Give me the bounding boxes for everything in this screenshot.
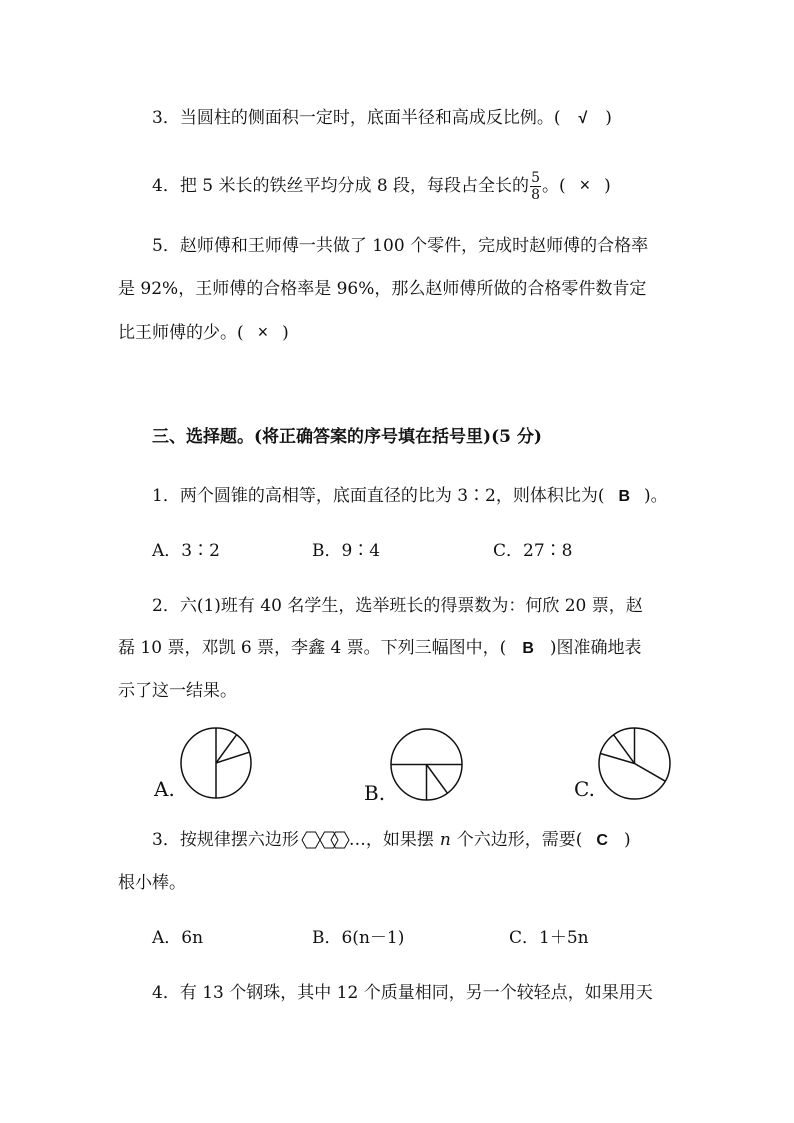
choice-q3-text: 3．按规律摆六边形 bbox=[152, 830, 299, 850]
choice-q1-option-a: A．3∶2 bbox=[152, 541, 220, 561]
choice-q3-close: ) bbox=[623, 830, 631, 850]
choice-q2-line2-after: )图准确地表 bbox=[549, 638, 642, 658]
figure-a-label: A. bbox=[154, 777, 175, 801]
choice-q1 bbox=[152, 484, 668, 509]
judge-q5-close: ) bbox=[282, 323, 289, 343]
choice-q3-var: n bbox=[439, 830, 451, 850]
choice-q1-answer: B bbox=[618, 488, 631, 505]
choice-q3-dots: … bbox=[348, 830, 366, 850]
judge-q4-text-after: 。( bbox=[541, 176, 566, 196]
figure-c-label: C. bbox=[574, 777, 595, 801]
choice-q2-line3: 示了这一结果。 bbox=[118, 681, 237, 701]
choice-q2-answer: B bbox=[522, 640, 534, 657]
choice-q2-line2-text: 磊 10 票，邓凯 6 票，李鑫 4 票。下列三幅图中，( bbox=[118, 638, 507, 658]
choice-q1-option-b: B．9∶4 bbox=[312, 541, 381, 561]
judge-q3-text: 3．当圆柱的侧面积一定时，底面半径和高成反比例。( bbox=[152, 108, 561, 128]
hexagon-chain-icon bbox=[299, 830, 349, 850]
choice-q3-answer: C bbox=[596, 832, 608, 849]
pie-figure-a bbox=[180, 727, 252, 799]
choice-q1-close: )。 bbox=[644, 486, 668, 506]
judge-q3-answer: √ bbox=[578, 110, 588, 127]
choice-q2-line1: 2．六(1)班有 40 名学生，选举班长的得票数为：何欣 20 票，赵 bbox=[152, 596, 643, 616]
pie-figure-b bbox=[390, 728, 463, 801]
judge-q4-fraction bbox=[530, 170, 541, 203]
choice-q2-line2 bbox=[118, 636, 642, 661]
section-heading: 三、选择题。(将正确答案的序号填在括号里)(5 分) bbox=[152, 427, 542, 447]
judge-q5-line2: 是 92%，王师傅的合格率是 96%，那么赵师傅所做的合格零件数肯定 bbox=[118, 279, 647, 299]
judge-q4-close: ) bbox=[604, 176, 611, 196]
judge-q5-line3 bbox=[118, 320, 289, 345]
judge-q3 bbox=[152, 106, 612, 131]
judge-q4-text: 4．把 5 米长的铁丝平均分成 8 段，每段占全长的 bbox=[152, 176, 530, 196]
judge-q3-close: ) bbox=[605, 108, 612, 128]
choice-q3-text-after: ，如果摆 bbox=[365, 830, 434, 850]
choice-q3-text-after2: 个六边形，需要( bbox=[456, 830, 583, 850]
judge-q5-line3-text: 比王师傅的少。( bbox=[118, 323, 244, 343]
judge-q5-line1: 5．赵师傅和王师傅一共做了 100 个零件，完成时赵师傅的合格率 bbox=[152, 236, 649, 256]
choice-q4-line1: 4．有 13 个钢珠，其中 12 个质量相同，另一个较轻点，如果用天 bbox=[152, 983, 653, 1003]
fraction-numerator: 5 bbox=[531, 170, 540, 186]
fraction-denominator: 8 bbox=[531, 187, 540, 203]
figure-b-label: B. bbox=[364, 781, 386, 805]
choice-q1-text: 1．两个圆锥的高相等，底面直径的比为 3∶2，则体积比为( bbox=[152, 486, 605, 506]
choice-q3 bbox=[152, 828, 631, 853]
choice-q3-option-c: C．1＋5n bbox=[509, 928, 589, 948]
choice-q3-option-a: A．6n bbox=[152, 928, 204, 948]
choice-q3-option-b: B．6(n－1) bbox=[312, 928, 405, 948]
judge-q5-answer: × bbox=[257, 322, 269, 342]
choice-q1-option-c: C．27∶8 bbox=[493, 541, 573, 561]
choice-q3-line2: 根小棒。 bbox=[118, 873, 186, 893]
pie-figure-c bbox=[598, 727, 671, 800]
judge-q4 bbox=[152, 170, 611, 203]
judge-q4-answer: × bbox=[579, 175, 591, 195]
